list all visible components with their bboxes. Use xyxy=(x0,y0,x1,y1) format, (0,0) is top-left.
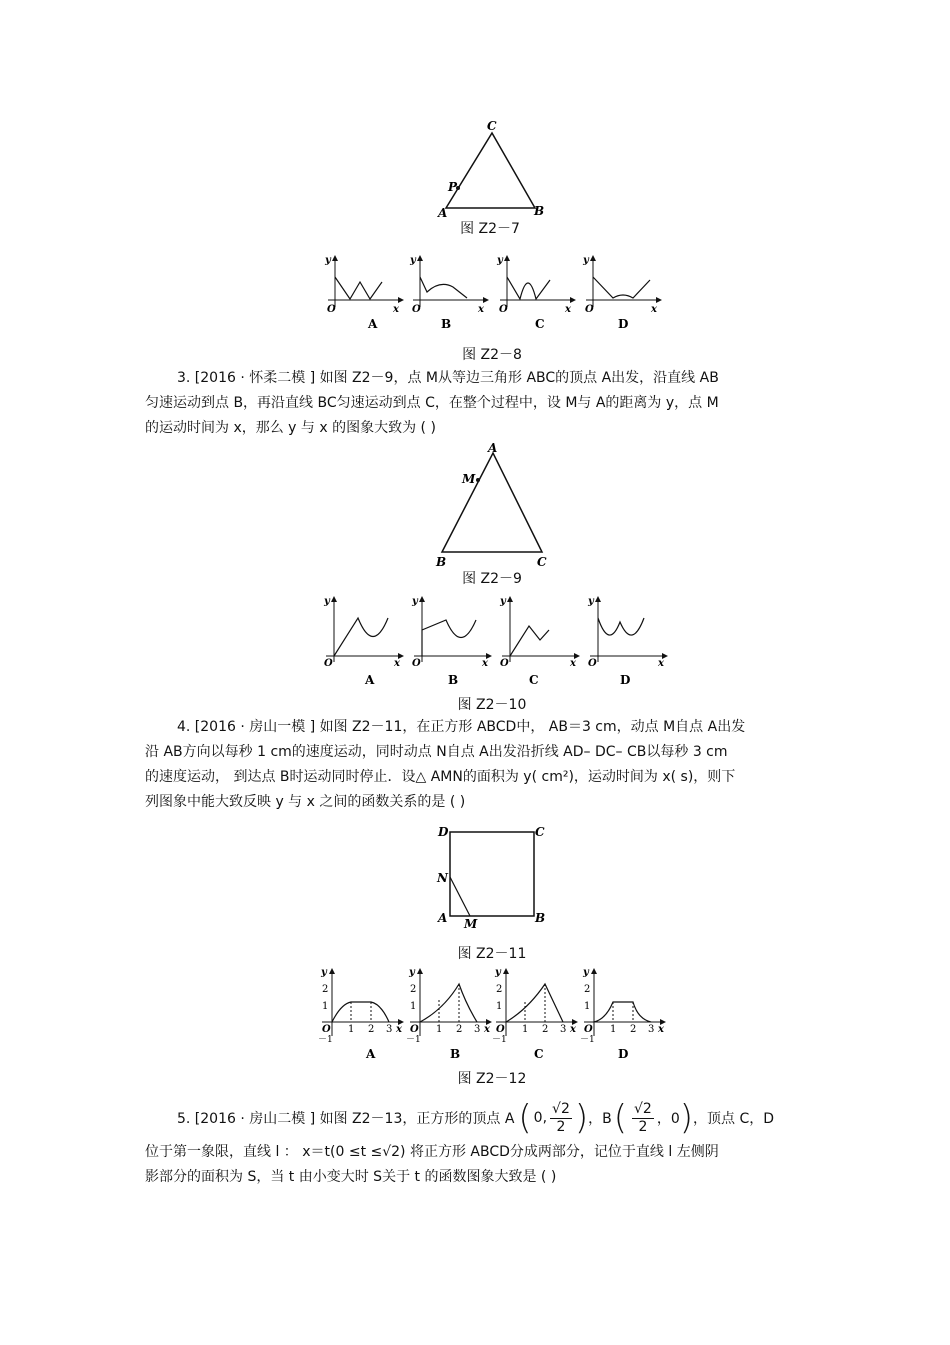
svg-text:M: M xyxy=(462,472,476,486)
svg-text:3: 3 xyxy=(386,1024,393,1035)
svg-text:2: 2 xyxy=(630,1024,637,1035)
svg-text:x: x xyxy=(570,658,576,669)
svg-text:D: D xyxy=(620,673,631,687)
svg-text:D: D xyxy=(618,317,629,331)
svg-text:C: C xyxy=(535,825,545,839)
svg-text:O: O xyxy=(588,658,597,669)
svg-text:C: C xyxy=(529,673,539,687)
svg-text:1: 1 xyxy=(610,1024,617,1035)
q4-line-4: 列图象中能大致反映 y 与 x 之间的函数关系的是 ( ) xyxy=(145,794,466,810)
svg-text:1: 1 xyxy=(322,1001,329,1012)
svg-text:1: 1 xyxy=(348,1024,355,1035)
svg-text:B: B xyxy=(448,673,459,687)
svg-text:y: y xyxy=(497,255,503,266)
svg-text:A: A xyxy=(366,1047,376,1061)
svg-text:x: x xyxy=(484,1024,490,1035)
label-b: B xyxy=(534,204,545,218)
q4-line-2: 沿 AB方向以每秒 1 cm的速度运动，同时动点 N自点 A出发沿折线 AD– DC– CB以每秒 3 cm xyxy=(145,744,728,760)
graph-8b xyxy=(409,255,489,315)
svg-text:y: y xyxy=(321,967,327,978)
svg-text:B: B xyxy=(436,555,447,569)
svg-text:O: O xyxy=(412,658,421,669)
svg-text:y: y xyxy=(410,255,416,266)
svg-text:y: y xyxy=(583,967,589,978)
question-5-line-1: 5. [2016 · 房山二模 ] 如图 Z2－13，正方形的顶点 A ( 0, √2 2 ) ，B ( √2 2 ，0 ) ，顶点 C，D xyxy=(177,1098,775,1138)
svg-text:x: x xyxy=(651,304,657,315)
svg-text:2: 2 xyxy=(322,984,329,995)
figure-z2-9-triangle xyxy=(430,440,560,570)
svg-text:O: O xyxy=(324,658,333,669)
svg-text:1: 1 xyxy=(436,1024,443,1035)
label-a: A xyxy=(438,206,448,220)
q3-line-1: 3. [2016 · 怀柔二模 ] 如图 Z2－9，点 M从等边三角形 ABC的顶点 A出发，沿直线 AB xyxy=(177,370,719,386)
caption-z2-8: 图 Z2－8 xyxy=(462,347,522,363)
svg-text:A: A xyxy=(365,673,375,687)
svg-text:D: D xyxy=(618,1047,629,1061)
caption-z2-10: 图 Z2－10 xyxy=(457,697,527,713)
label-p: P xyxy=(448,180,458,194)
svg-text:y: y xyxy=(583,255,589,266)
svg-text:－1: －1 xyxy=(580,1035,595,1045)
svg-text:D: D xyxy=(438,825,449,839)
svg-text:O: O xyxy=(500,658,509,669)
svg-text:y: y xyxy=(325,255,331,266)
svg-text:y: y xyxy=(588,596,594,607)
caption-z2-7: 图 Z2－7 xyxy=(460,221,520,237)
label-c: C xyxy=(487,119,497,133)
figure-z2-12-graphs xyxy=(316,964,668,1068)
q4-line-3: 的速度运动， 到达点 B时运动同时停止．设△ AMN的面积为 y( cm²)，运动时间为 x( s)，则下 xyxy=(145,769,736,785)
svg-text:x: x xyxy=(482,658,488,669)
svg-text:y: y xyxy=(500,596,506,607)
svg-text:2: 2 xyxy=(584,984,591,995)
svg-text:x: x xyxy=(658,658,664,669)
svg-text:3: 3 xyxy=(560,1024,567,1035)
svg-text:3: 3 xyxy=(474,1024,481,1035)
q4-line-1: 4. [2016 · 房山一模 ] 如图 Z2－11，在正方形 ABCD中， AB＝3 cm，动点 M自点 A出发 xyxy=(177,719,746,735)
svg-text:x: x xyxy=(565,304,571,315)
svg-text:O: O xyxy=(499,304,508,315)
svg-text:M: M xyxy=(464,917,478,931)
svg-text:N: N xyxy=(437,871,448,885)
svg-text:A: A xyxy=(368,317,378,331)
svg-text:B: B xyxy=(535,911,546,925)
figure-z2-8-graphs xyxy=(320,252,665,337)
svg-text:O: O xyxy=(327,304,336,315)
svg-text:x: x xyxy=(658,1024,664,1035)
caption-z2-11: 图 Z2－11 xyxy=(457,946,527,962)
svg-text:2: 2 xyxy=(542,1024,549,1035)
caption-z2-9: 图 Z2－9 xyxy=(462,571,522,587)
question-5 xyxy=(145,1140,815,1190)
svg-text:B: B xyxy=(450,1047,461,1061)
svg-text:y: y xyxy=(409,967,415,978)
svg-text:A: A xyxy=(438,911,448,925)
svg-text:x: x xyxy=(478,304,484,315)
svg-text:O: O xyxy=(496,1024,505,1035)
svg-text:2: 2 xyxy=(456,1024,463,1035)
graph-8c xyxy=(496,255,576,315)
svg-text:C: C xyxy=(535,317,545,331)
svg-text:x: x xyxy=(393,304,399,315)
question-4 xyxy=(145,715,815,815)
figure-z2-10-graphs xyxy=(318,590,668,690)
graph-8a xyxy=(324,255,404,315)
svg-text:C: C xyxy=(537,555,547,569)
svg-text:1: 1 xyxy=(410,1001,417,1012)
svg-text:－1: －1 xyxy=(492,1035,507,1045)
caption-z2-12: 图 Z2－12 xyxy=(457,1071,527,1087)
svg-text:C: C xyxy=(534,1047,544,1061)
graph-8d xyxy=(582,255,662,315)
svg-text:2: 2 xyxy=(496,984,503,995)
svg-text:1: 1 xyxy=(584,1001,591,1012)
svg-text:O: O xyxy=(584,1024,593,1035)
svg-text:O: O xyxy=(322,1024,331,1035)
svg-text:x: x xyxy=(394,658,400,669)
svg-text:1: 1 xyxy=(496,1001,503,1012)
svg-text:A: A xyxy=(488,441,498,455)
question-3 xyxy=(145,366,815,441)
q3-line-2: 匀速运动到点 B，再沿直线 BC匀速运动到点 C，在整个过程中，设 M与 A的距离为 y，点 M xyxy=(145,395,719,411)
svg-text:O: O xyxy=(412,304,421,315)
figure-z2-7-triangle xyxy=(430,115,550,220)
svg-text:2: 2 xyxy=(410,984,417,995)
svg-text:－1: －1 xyxy=(406,1035,421,1045)
svg-text:y: y xyxy=(412,596,418,607)
figure-z2-11-square xyxy=(434,822,554,932)
svg-text:3: 3 xyxy=(648,1024,655,1035)
svg-text:x: x xyxy=(396,1024,402,1035)
q3-line-3: 的运动时间为 x，那么 y 与 x 的图象大致为 ( ) xyxy=(145,420,436,436)
svg-text:y: y xyxy=(495,967,501,978)
svg-text:1: 1 xyxy=(522,1024,529,1035)
q5-line-3: 影部分的面积为 S，当 t 由小变大时 S关于 t 的函数图象大致是 ( ) xyxy=(145,1169,557,1185)
q5-line-2: 位于第一象限，直线 l ： x＝t(0 ≤t ≤√2) 将正方形 ABCD分成两部分，记位于直线 l 左侧阴 xyxy=(145,1144,719,1160)
svg-text:y: y xyxy=(324,596,330,607)
svg-text:x: x xyxy=(570,1024,576,1035)
svg-text:O: O xyxy=(410,1024,419,1035)
svg-text:2: 2 xyxy=(368,1024,375,1035)
svg-text:－1: －1 xyxy=(318,1035,333,1045)
svg-text:B: B xyxy=(441,317,452,331)
svg-text:O: O xyxy=(585,304,594,315)
